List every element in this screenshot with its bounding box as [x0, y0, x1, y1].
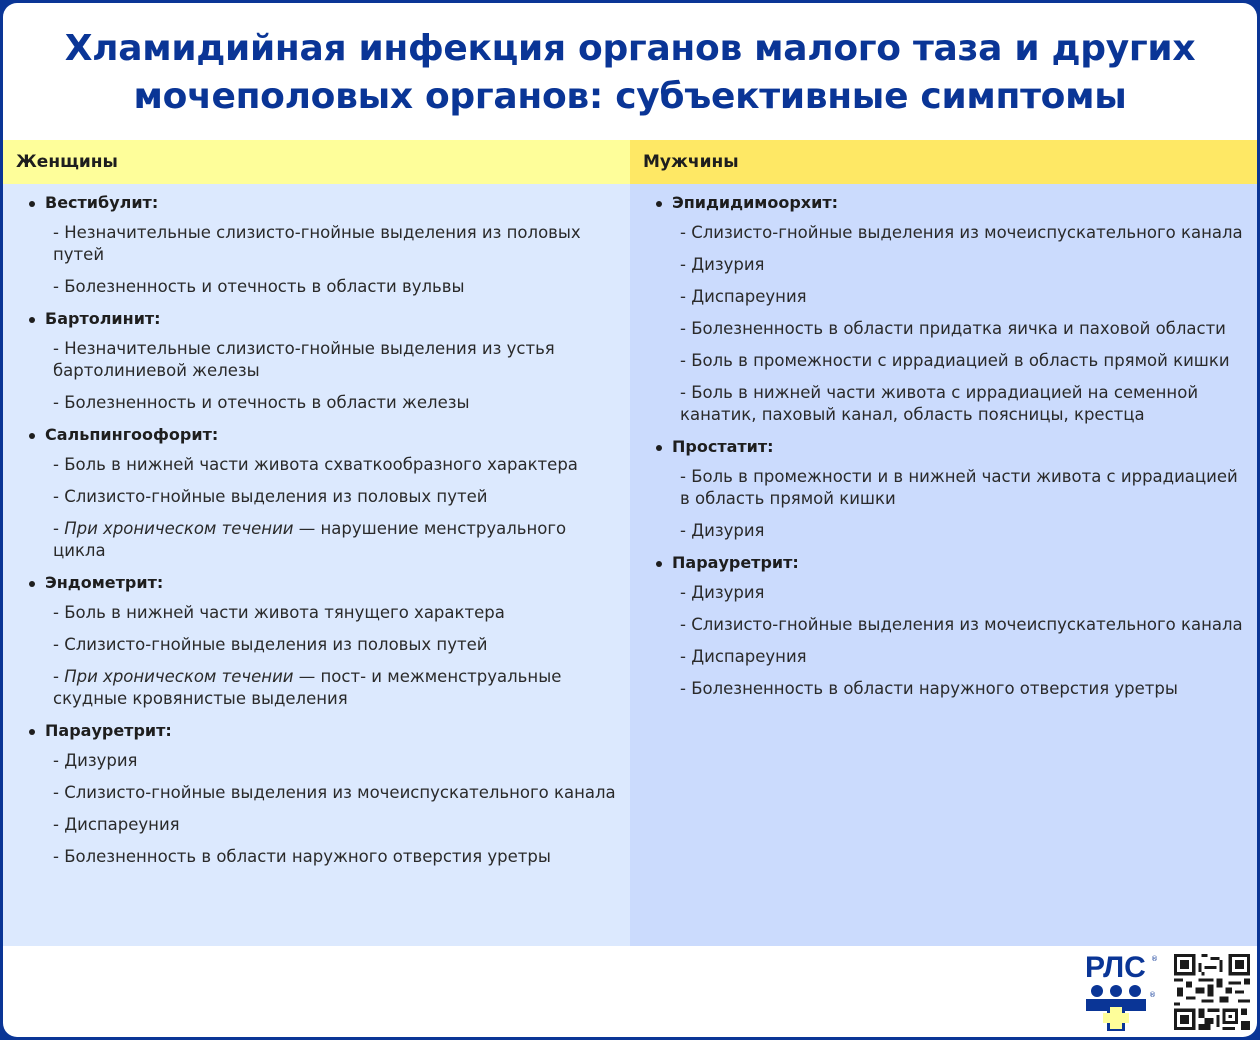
item-text: - Болезненность в области придатка яичка и паховой области: [680, 319, 1226, 338]
symptom-item: [3, 276, 630, 298]
item-text: - Дизурия: [680, 583, 765, 602]
item-text: - Боль в промежности с иррадиацией в область прямой кишки: [680, 351, 1230, 370]
women-header: Женщины: [3, 140, 630, 184]
section-title: [630, 192, 1257, 214]
item-text: - Дизурия: [53, 751, 138, 770]
symptom-item: [630, 222, 1257, 244]
section-title-text: Эпидидимоорхит:: [672, 193, 838, 212]
symptom-section: [3, 308, 630, 414]
symptom-item: [630, 382, 1257, 426]
page-title: [3, 25, 1257, 121]
item-text: - Болезненность в области наружного отверстия уретры: [53, 847, 551, 866]
section-title: [630, 436, 1257, 458]
infographic-card: [3, 3, 1257, 1037]
symptom-item: [3, 602, 630, 624]
section-title: [3, 720, 630, 742]
symptom-item: [630, 614, 1257, 636]
rls-logo-icon: [1083, 949, 1159, 1031]
item-text: - Диспареуния: [53, 815, 180, 834]
symptom-section: [630, 192, 1257, 426]
men-list: [630, 184, 1257, 700]
item-text: — пост- и межменструальные скудные кровянистые выделения: [53, 667, 562, 708]
symptom-item: [630, 350, 1257, 372]
section-title: [3, 424, 630, 446]
bullet-icon: [656, 445, 662, 451]
section-title-text: Парауретрит:: [672, 553, 799, 572]
symptom-item: [3, 392, 630, 414]
bullet-icon: [29, 581, 35, 587]
men-column: [630, 140, 1257, 946]
symptom-item: [630, 286, 1257, 308]
item-text: - Боль в нижней части живота с иррадиацией на семенной канатик, паховый канал, область поясницы, крестца: [680, 383, 1199, 424]
qr-code-icon: [1174, 954, 1250, 1030]
title-line-2: мочеполовых органов: субъективные симптомы: [133, 76, 1127, 117]
item-text: - Дизурия: [680, 521, 765, 540]
symptom-item: [3, 782, 630, 804]
section-title: [3, 192, 630, 214]
item-text: - Слизисто-гнойные выделения из половых путей: [53, 487, 488, 506]
symptom-item: [630, 254, 1257, 276]
item-text: - Слизисто-гнойные выделения из мочеиспускательного канала: [680, 223, 1243, 242]
item-text: - Болезненность и отечность в области вульвы: [53, 277, 465, 296]
symptom-section: [3, 192, 630, 298]
section-title: [3, 572, 630, 594]
symptom-section: [3, 424, 630, 562]
symptom-item: [3, 666, 630, 710]
item-text: - Болезненность и отечность в области железы: [53, 393, 470, 412]
symptom-section: [630, 436, 1257, 542]
bullet-icon: [29, 317, 35, 323]
item-text: - Слизисто-гнойные выделения из половых путей: [53, 635, 488, 654]
item-text: - Боль в промежности и в нижней части живота с иррадиацией в область прямой кишки: [680, 467, 1238, 508]
item-text: - Незначительные слизисто-гнойные выделения из половых путей: [53, 223, 581, 264]
section-title-text: Простатит:: [672, 437, 774, 456]
bullet-icon: [656, 201, 662, 207]
symptom-item: [630, 318, 1257, 340]
symptom-section: [3, 572, 630, 710]
symptoms-table: [3, 140, 1257, 946]
section-title-text: Эндометрит:: [45, 573, 164, 592]
symptom-item: [3, 486, 630, 508]
symptom-item: [630, 520, 1257, 542]
svg-text:®: ®: [1151, 955, 1158, 963]
bullet-icon: [29, 433, 35, 439]
item-text: — нарушение менструального цикла: [53, 519, 567, 560]
symptom-section: [630, 552, 1257, 700]
women-column: [3, 140, 630, 946]
svg-text:®: ®: [1149, 991, 1156, 999]
title-line-1: Хламидийная инфекция органов малого таза и других: [64, 28, 1196, 69]
symptom-item: [3, 814, 630, 836]
men-header: Мужчины: [630, 140, 1257, 184]
symptom-item: [3, 222, 630, 266]
item-prefix: -: [53, 519, 65, 538]
symptom-item: [630, 646, 1257, 668]
section-title-text: Бартолинит:: [45, 309, 161, 328]
symptom-item: [3, 634, 630, 656]
section-title-text: Парауретрит:: [45, 721, 172, 740]
symptom-section: [3, 720, 630, 868]
women-list: [3, 184, 630, 868]
bullet-icon: [29, 729, 35, 735]
bullet-icon: [656, 561, 662, 567]
section-title-text: Сальпингоофорит:: [45, 425, 219, 444]
item-text: - Диспареуния: [680, 647, 807, 666]
section-title: [630, 552, 1257, 574]
bullet-icon: [29, 201, 35, 207]
item-text: - Незначительные слизисто-гнойные выделения из устья бартолиниевой железы: [53, 339, 555, 380]
symptom-item: [3, 846, 630, 868]
symptom-item: [630, 582, 1257, 604]
item-text: - Боль в нижней части живота схваткообразного характера: [53, 455, 578, 474]
item-text: - Слизисто-гнойные выделения из мочеиспускательного канала: [680, 615, 1243, 634]
item-qualifier: При хроническом течении: [64, 667, 294, 686]
item-text: - Дизурия: [680, 255, 765, 274]
section-title: [3, 308, 630, 330]
logo-text: РЛС: [1085, 951, 1146, 984]
item-text: - Болезненность в области наружного отверстия уретры: [680, 679, 1178, 698]
symptom-item: [630, 678, 1257, 700]
symptom-item: [3, 518, 630, 562]
symptom-item: [3, 454, 630, 476]
section-title-text: Вестибулит:: [45, 193, 159, 212]
item-text: - Диспареуния: [680, 287, 807, 306]
symptom-item: [3, 750, 630, 772]
item-text: - Боль в нижней части живота тянущего характера: [53, 603, 505, 622]
item-text: - Слизисто-гнойные выделения из мочеиспускательного канала: [53, 783, 616, 802]
symptom-item: [3, 338, 630, 382]
item-prefix: -: [53, 667, 65, 686]
item-qualifier: При хроническом течении: [64, 519, 294, 538]
symptom-item: [630, 466, 1257, 510]
